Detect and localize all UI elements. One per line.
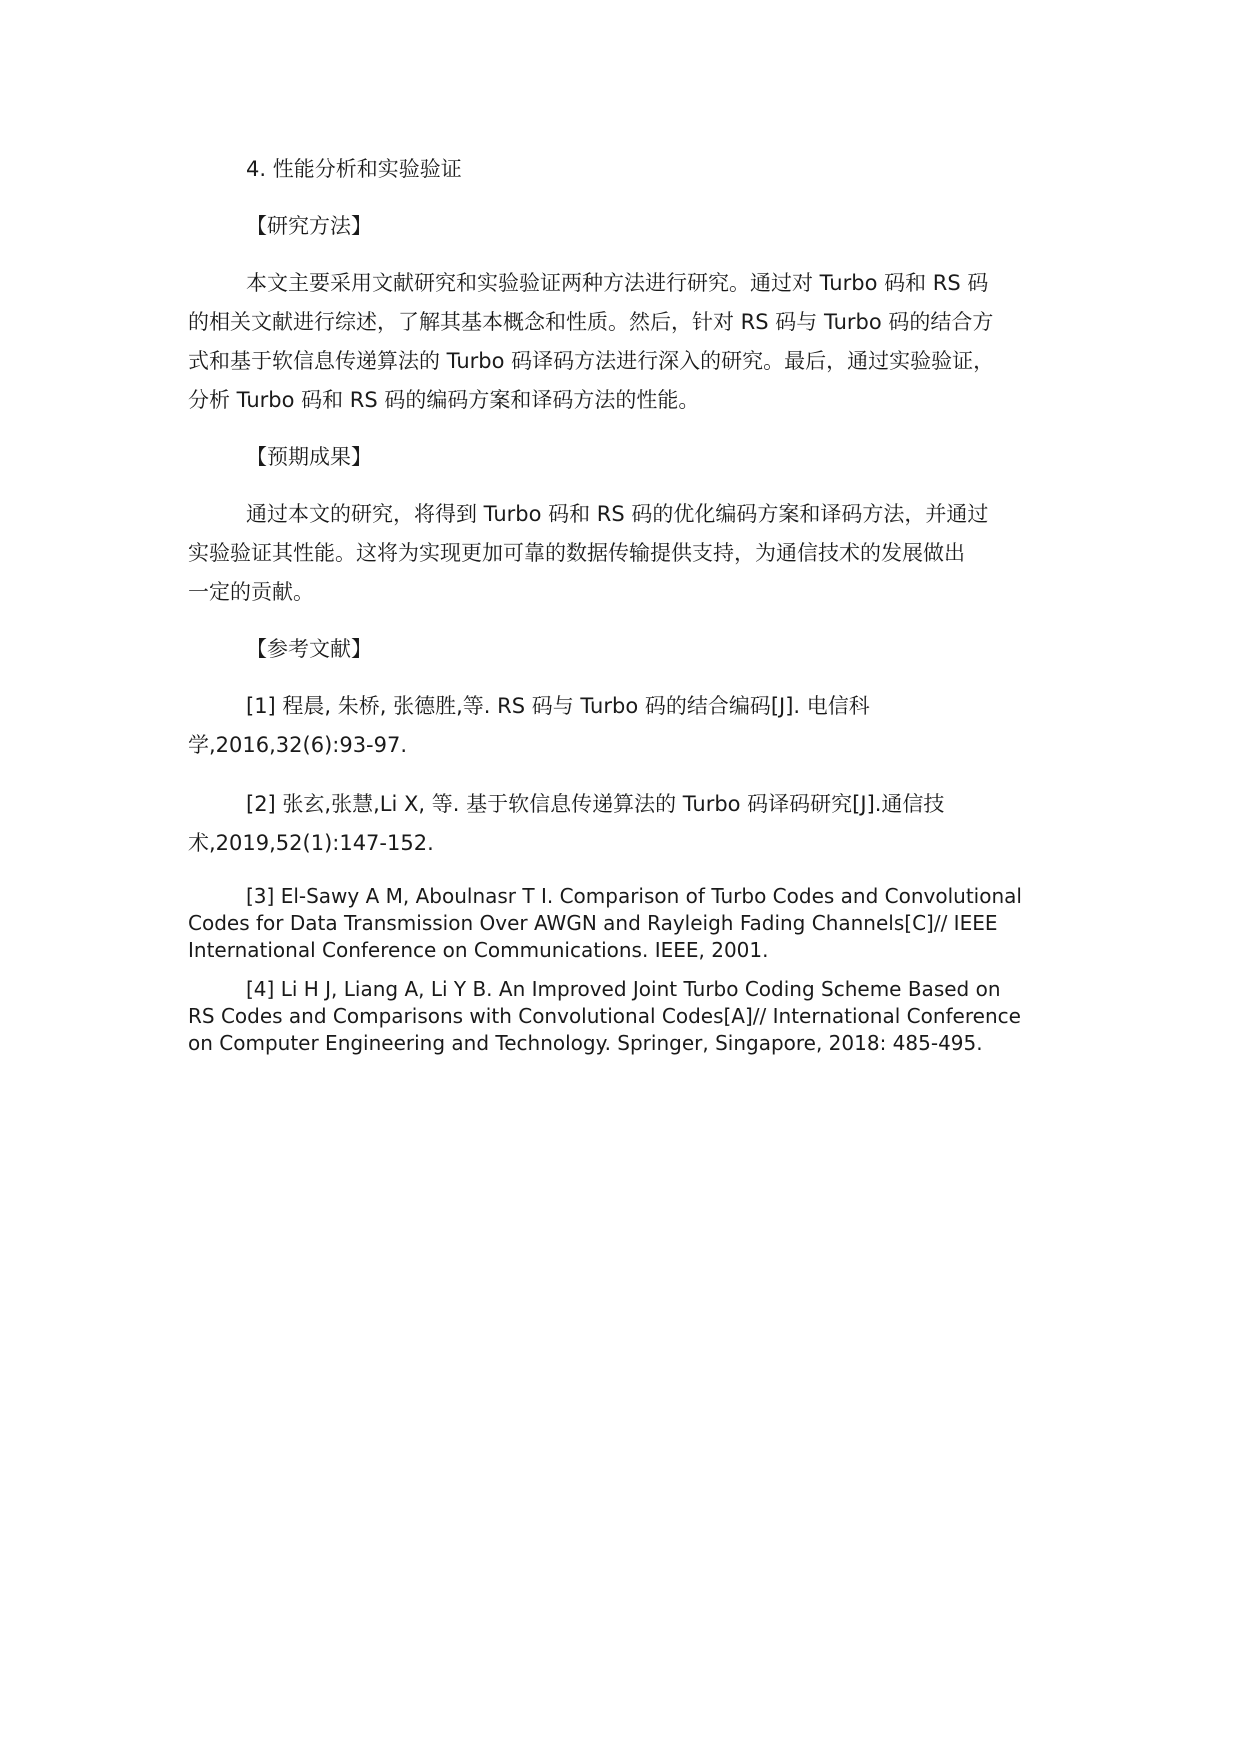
results-paragraph: [188, 495, 1078, 612]
reference-line: RS Codes and Comparisons with Convolutional Codes[A]// International Conference: [188, 1004, 1021, 1028]
methods-line: 本文主要采用文献研究和实验验证两种方法进行研究。通过对 Turbo 码和 RS 码: [246, 271, 989, 295]
reference-line: [3] El-Sawy A M, Aboulnasr T I. Comparison of Turbo Codes and Convolutional: [246, 884, 1022, 908]
results-line: 通过本文的研究，将得到 Turbo 码和 RS 码的优化编码方案和译码方法，并通过: [246, 502, 989, 526]
reference-line: [1] 程晨, 朱桥, 张德胜,等. RS 码与 Turbo 码的结合编码[J]. 电信科: [246, 694, 870, 718]
methods-heading: 【研究方法】: [246, 214, 372, 238]
methods-line: 式和基于软信息传递算法的 Turbo 码译码方法进行深入的研究。最后，通过实验验证，: [188, 349, 995, 373]
section-item-4: 4. 性能分析和实验验证: [246, 157, 462, 181]
reference-line: [4] Li H J, Liang A, Li Y B. An Improved Joint Turbo Coding Scheme Based on: [246, 977, 1001, 1001]
reference-line: [2] 张玄,张慧,Li X, 等. 基于软信息传递算法的 Turbo 码译码研究[J].通信技: [246, 792, 945, 816]
references-heading: 【参考文献】: [246, 637, 372, 661]
reference-line: 术,2019,52(1):147-152.: [188, 831, 434, 855]
reference-line: on Computer Engineering and Technology. Springer, Singapore, 2018: 485-495.: [188, 1031, 983, 1055]
methods-line: 分析 Turbo 码和 RS 码的编码方案和译码方法的性能。: [188, 388, 700, 412]
reference-item: [188, 785, 1078, 863]
methods-paragraph: [188, 264, 1078, 420]
results-line: 一定的贡献。: [188, 580, 314, 604]
document-page: [188, 150, 1078, 1057]
results-heading: 【预期成果】: [246, 445, 372, 469]
reference-item: [188, 976, 1078, 1057]
reference-line: Codes for Data Transmission Over AWGN and Rayleigh Fading Channels[C]// IEEE: [188, 911, 998, 935]
methods-line: 的相关文献进行综述，了解其基本概念和性质。然后，针对 RS 码与 Turbo 码的结合方: [188, 310, 994, 334]
reference-line: International Conference on Communications. IEEE, 2001.: [188, 938, 769, 962]
reference-line: 学,2016,32(6):93-97.: [188, 733, 408, 757]
reference-item: [188, 687, 1078, 765]
results-line: 实验验证其性能。这将为实现更加可靠的数据传输提供支持，为通信技术的发展做出: [188, 541, 965, 565]
reference-item: [188, 883, 1078, 964]
